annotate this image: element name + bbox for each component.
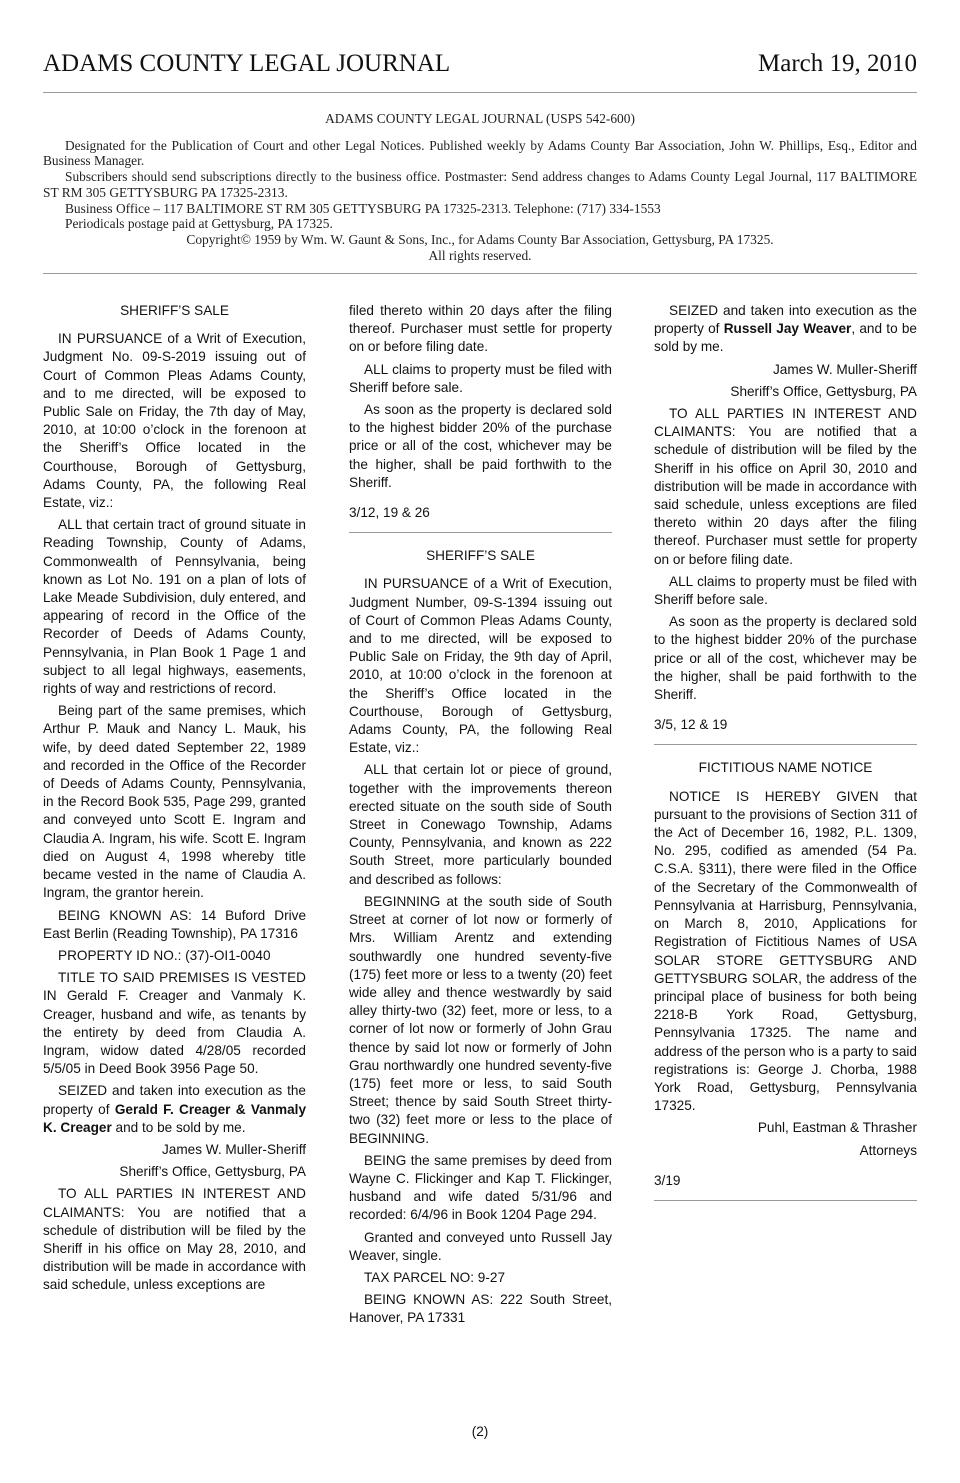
notice-paragraph: Granted and conveyed unto Russell Jay Weaver, single. <box>349 1229 612 1263</box>
notice-paragraph: As soon as the property is declared sold to the highest bidder 20% of the purchase price or all of the cost, whichever may be the higher, shall be paid forthwith to the Sheriff. <box>349 402 612 490</box>
notice-paragraph: IN PURSUANCE of a Writ of Execution, Judgment No. 09-S-2019 issuing out of Court of Common Pleas Adams County, and to me directed, will be exposed to Public Sale on Friday, the 7th day of May, 2010, at 10:00 o’clock in the forenoon at the Sheriff’s Office located in the Courthouse, Borough of Gettysburg, Adams County, PA, the following Real Estate, viz.: <box>43 331 306 511</box>
sheriff-office: Sheriff’s Office, Gettysburg, PA <box>119 1164 306 1180</box>
postage-info: Periodicals postage paid at Gettysburg, PA 17325. <box>65 216 333 232</box>
notice-paragraph: TAX PARCEL NO: 9-27 <box>364 1269 506 1285</box>
publication-info <box>43 111 917 263</box>
notice-paragraph: Being part of the same premises, which Arthur P. Mauk and Nancy L. Mauk, his wife, by deed dated September 22, 1989 and recorded in the Office of the Recorder of Deeds of Adams County, Pennsylvania, in the Record Book 535, Page 299, granted and conveyed unto Scott E. Ingram and Claudia A. Ingram, his wife. Scott E. Ingram died on August 4, 1998 whereby title became vested in the name of Claudia A. Ingram, the grantor herein. <box>43 703 306 901</box>
business-office-info: Business Office – 117 BALTIMORE ST RM 305 GETTYSBURG PA 17325-2313. Telephone: (717) 334-1553 <box>65 200 661 216</box>
notice-separator <box>654 1200 917 1201</box>
publication-title-line: ADAMS COUNTY LEGAL JOURNAL (USPS 542-600) <box>325 111 635 126</box>
attorney-signature: Puhl, Eastman & Thrasher <box>757 1120 917 1136</box>
notice-paragraph: PROPERTY ID NO.: (37)-OI1-0040 <box>58 947 271 963</box>
column-1 <box>43 302 306 1299</box>
notice-paragraph: NOTICE IS HEREBY GIVEN that pursuant to the provisions of Section 311 of the Act of December 16, 1982, P.L. 1309, No. 295, codified as amended (54 Pa. C.S.A. §311), there were filed in the Office of the Secretary of the Commonwealth of Pennsylvania at Harrisburg, Pennsylvania, on March 8, 2010, Applications for Registration of Fictitious Names of USA SOLAR STORE GETTYSBURG AND GETTYSBURG SOLAR, the address of the principal place of business for both being 2218-B York Road, Gettysburg, Pennsylvania 17325. The name and address of the person who is a party to said registrations is: George J. Chorba, 1988 York Road, Gettysburg, Pennsylvania 17325. <box>654 788 917 1114</box>
publication-dates: 3/19 <box>654 1172 681 1188</box>
rights-line: All rights reserved. <box>428 247 532 263</box>
issue-date: March 19, 2010 <box>758 50 917 77</box>
page-number: (2) <box>471 1424 489 1439</box>
notice-separator <box>349 532 612 533</box>
text-run: , and to be sold by me. <box>654 321 917 355</box>
masthead-rule <box>43 92 917 93</box>
column-3 <box>654 302 917 1215</box>
property-owner-name: Gerald F. Creager & Vanmaly K. Creager <box>43 1101 307 1135</box>
journal-title: ADAMS COUNTY LEGAL JOURNAL <box>43 50 451 77</box>
notice-paragraph: ALL claims to property must be filed with Sheriff before sale. <box>349 361 612 395</box>
publication-dates: 3/5, 12 & 19 <box>654 717 728 733</box>
subscription-info: Subscribers should send subscriptions directly to the business office. Postmaster: Send address changes to Adams County Legal Journal, 117 BALTIMORE ST RM 305 GETTYSBURG PA 17325-2313. <box>43 169 917 200</box>
text-run: SEIZED and taken into execution as the property of <box>43 1083 306 1117</box>
notice-paragraph: IN PURSUANCE of a Writ of Execution, Judgment Number, 09-S-1394 issuing out of Court of Common Pleas Adams County, and to me directed, will be exposed to Public Sale on Friday, the 9th day of April, 2010, at 10:00 o’clock in the forenoon at the Sheriff’s Office located in the Courthouse, Borough of Gettysburg, Adams County, PA, the following Real Estate, viz.: <box>349 576 612 756</box>
column-2 <box>349 302 612 1332</box>
attorney-title: Attorneys <box>859 1142 917 1158</box>
header-bottom-rule <box>43 273 917 274</box>
notice-paragraph: TITLE TO SAID PREMISES IS VESTED IN Gerald F. Creager and Vanmaly K. Creager, husband and wife, as tenants by the entirety by deed from Claudia A. Ingram, widow dated 4/28/05 recorded 5/5/05 in Deed Book 3956 Page 50. <box>43 970 306 1077</box>
copyright-line: Copyright© 1959 by Wm. W. Gaunt & Sons, Inc., for Adams County Bar Association, Gettysburg, PA 17325. <box>186 231 774 247</box>
notice-paragraph: BEING KNOWN AS: 222 South Street, Hanover, PA 17331 <box>349 1292 612 1326</box>
notice-paragraph: filed thereto within 20 days after the filing thereof. Purchaser must settle for property on or before filing date. <box>349 303 612 355</box>
notice-paragraph: ALL claims to property must be filed with Sheriff before sale. <box>654 573 917 608</box>
notice-paragraph: BEGINNING at the south side of South Street at corner of lot now or formerly of Mrs. William Arentz and extending southwardly one hundred seventy-five (175) feet more or less to a twenty (20) feet wide alley and thence westwardly by said alley thirty-two (32) feet, more or less, to a corner of lot now or formerly of John Grau thence by said lot now or formerly of John Grau northwardly one hundred seventy-five (175) feet more or less, to said South Street; thence by said South Street thirty-two (32) feet more or less to the place of BEGINNING. <box>349 893 612 1146</box>
notice-separator <box>654 744 917 745</box>
text-run: SEIZED and taken into execution as the property of <box>654 303 917 337</box>
notice-heading: FICTITIOUS NAME NOTICE <box>698 760 873 776</box>
property-owner-name: Russell Jay Weaver <box>723 321 852 337</box>
notice-paragraph: ALL that certain tract of ground situate in Reading Township, County of Adams, Commonwealth of Pennsylvania, being known as Lot No. 191 on a plan of lots of Lake Meade Subdivision, duly entered, and appearing of record in the Office of the Recorder of Deeds of Adams County, Pennsylvania, in Plan Book 1 Page 1 and subject to all legal highways, easements, rights of way and restrictions of record. <box>43 517 306 697</box>
text-run: and to be sold by me. <box>111 1119 246 1135</box>
publication-dates: 3/12, 19 & 26 <box>349 505 430 521</box>
notice-paragraph: As soon as the property is declared sold to the highest bidder 20% of the purchase price or all of the cost, whichever may be the higher, shall be paid forthwith to the Sheriff. <box>654 614 917 703</box>
notice-heading: SHERIFF’S SALE <box>120 303 229 318</box>
notice-heading: SHERIFF’S SALE <box>426 548 535 564</box>
notice-paragraph: TO ALL PARTIES IN INTEREST AND CLAIMANTS: You are notified that a schedule of distribution will be filed by the Sheriff in his office on May 28, 2010, and distribution will be made in accordance with said schedule, unless exceptions are <box>43 1186 306 1293</box>
notice-paragraph: BEING the same premises by deed from Wayne C. Flickinger and Kap T. Flickinger, husband and wife dated 5/31/96 and recorded: 6/4/96 in Book 1204 Page 294. <box>349 1152 612 1223</box>
sheriff-signature: James W. Muller-Sheriff <box>772 361 917 377</box>
sheriff-signature: James W. Muller-Sheriff <box>161 1141 306 1157</box>
publication-designation: Designated for the Publication of Court and other Legal Notices. Published weekly by Adams County Bar Association, John W. Phillips, Esq., Editor and Business Manager. <box>43 137 917 169</box>
sheriff-office: Sheriff’s Office, Gettysburg, PA <box>730 383 917 399</box>
notice-paragraph <box>43 1082 306 1137</box>
notice-paragraph <box>654 302 917 357</box>
masthead <box>43 50 917 86</box>
notice-paragraph: TO ALL PARTIES IN INTEREST AND CLAIMANTS: You are notified that a schedule of distribution will be filed by the Sheriff in his office on April 30, 2010 and distribution will be made in accordance with said schedule, unless exceptions are filed thereto within 20 days after the filing thereof. Purchaser must settle for property on or before filing date. <box>654 406 917 567</box>
notice-paragraph: BEING KNOWN AS: 14 Buford Drive East Berlin (Reading Township), PA 17316 <box>43 907 306 941</box>
notice-paragraph: ALL that certain lot or piece of ground, together with the improvements thereon erected situate on the south side of South Street in Conewago Township, Adams County, Pennsylvania, and known as 222 South Street, more particularly bounded and described as follows: <box>349 762 612 887</box>
